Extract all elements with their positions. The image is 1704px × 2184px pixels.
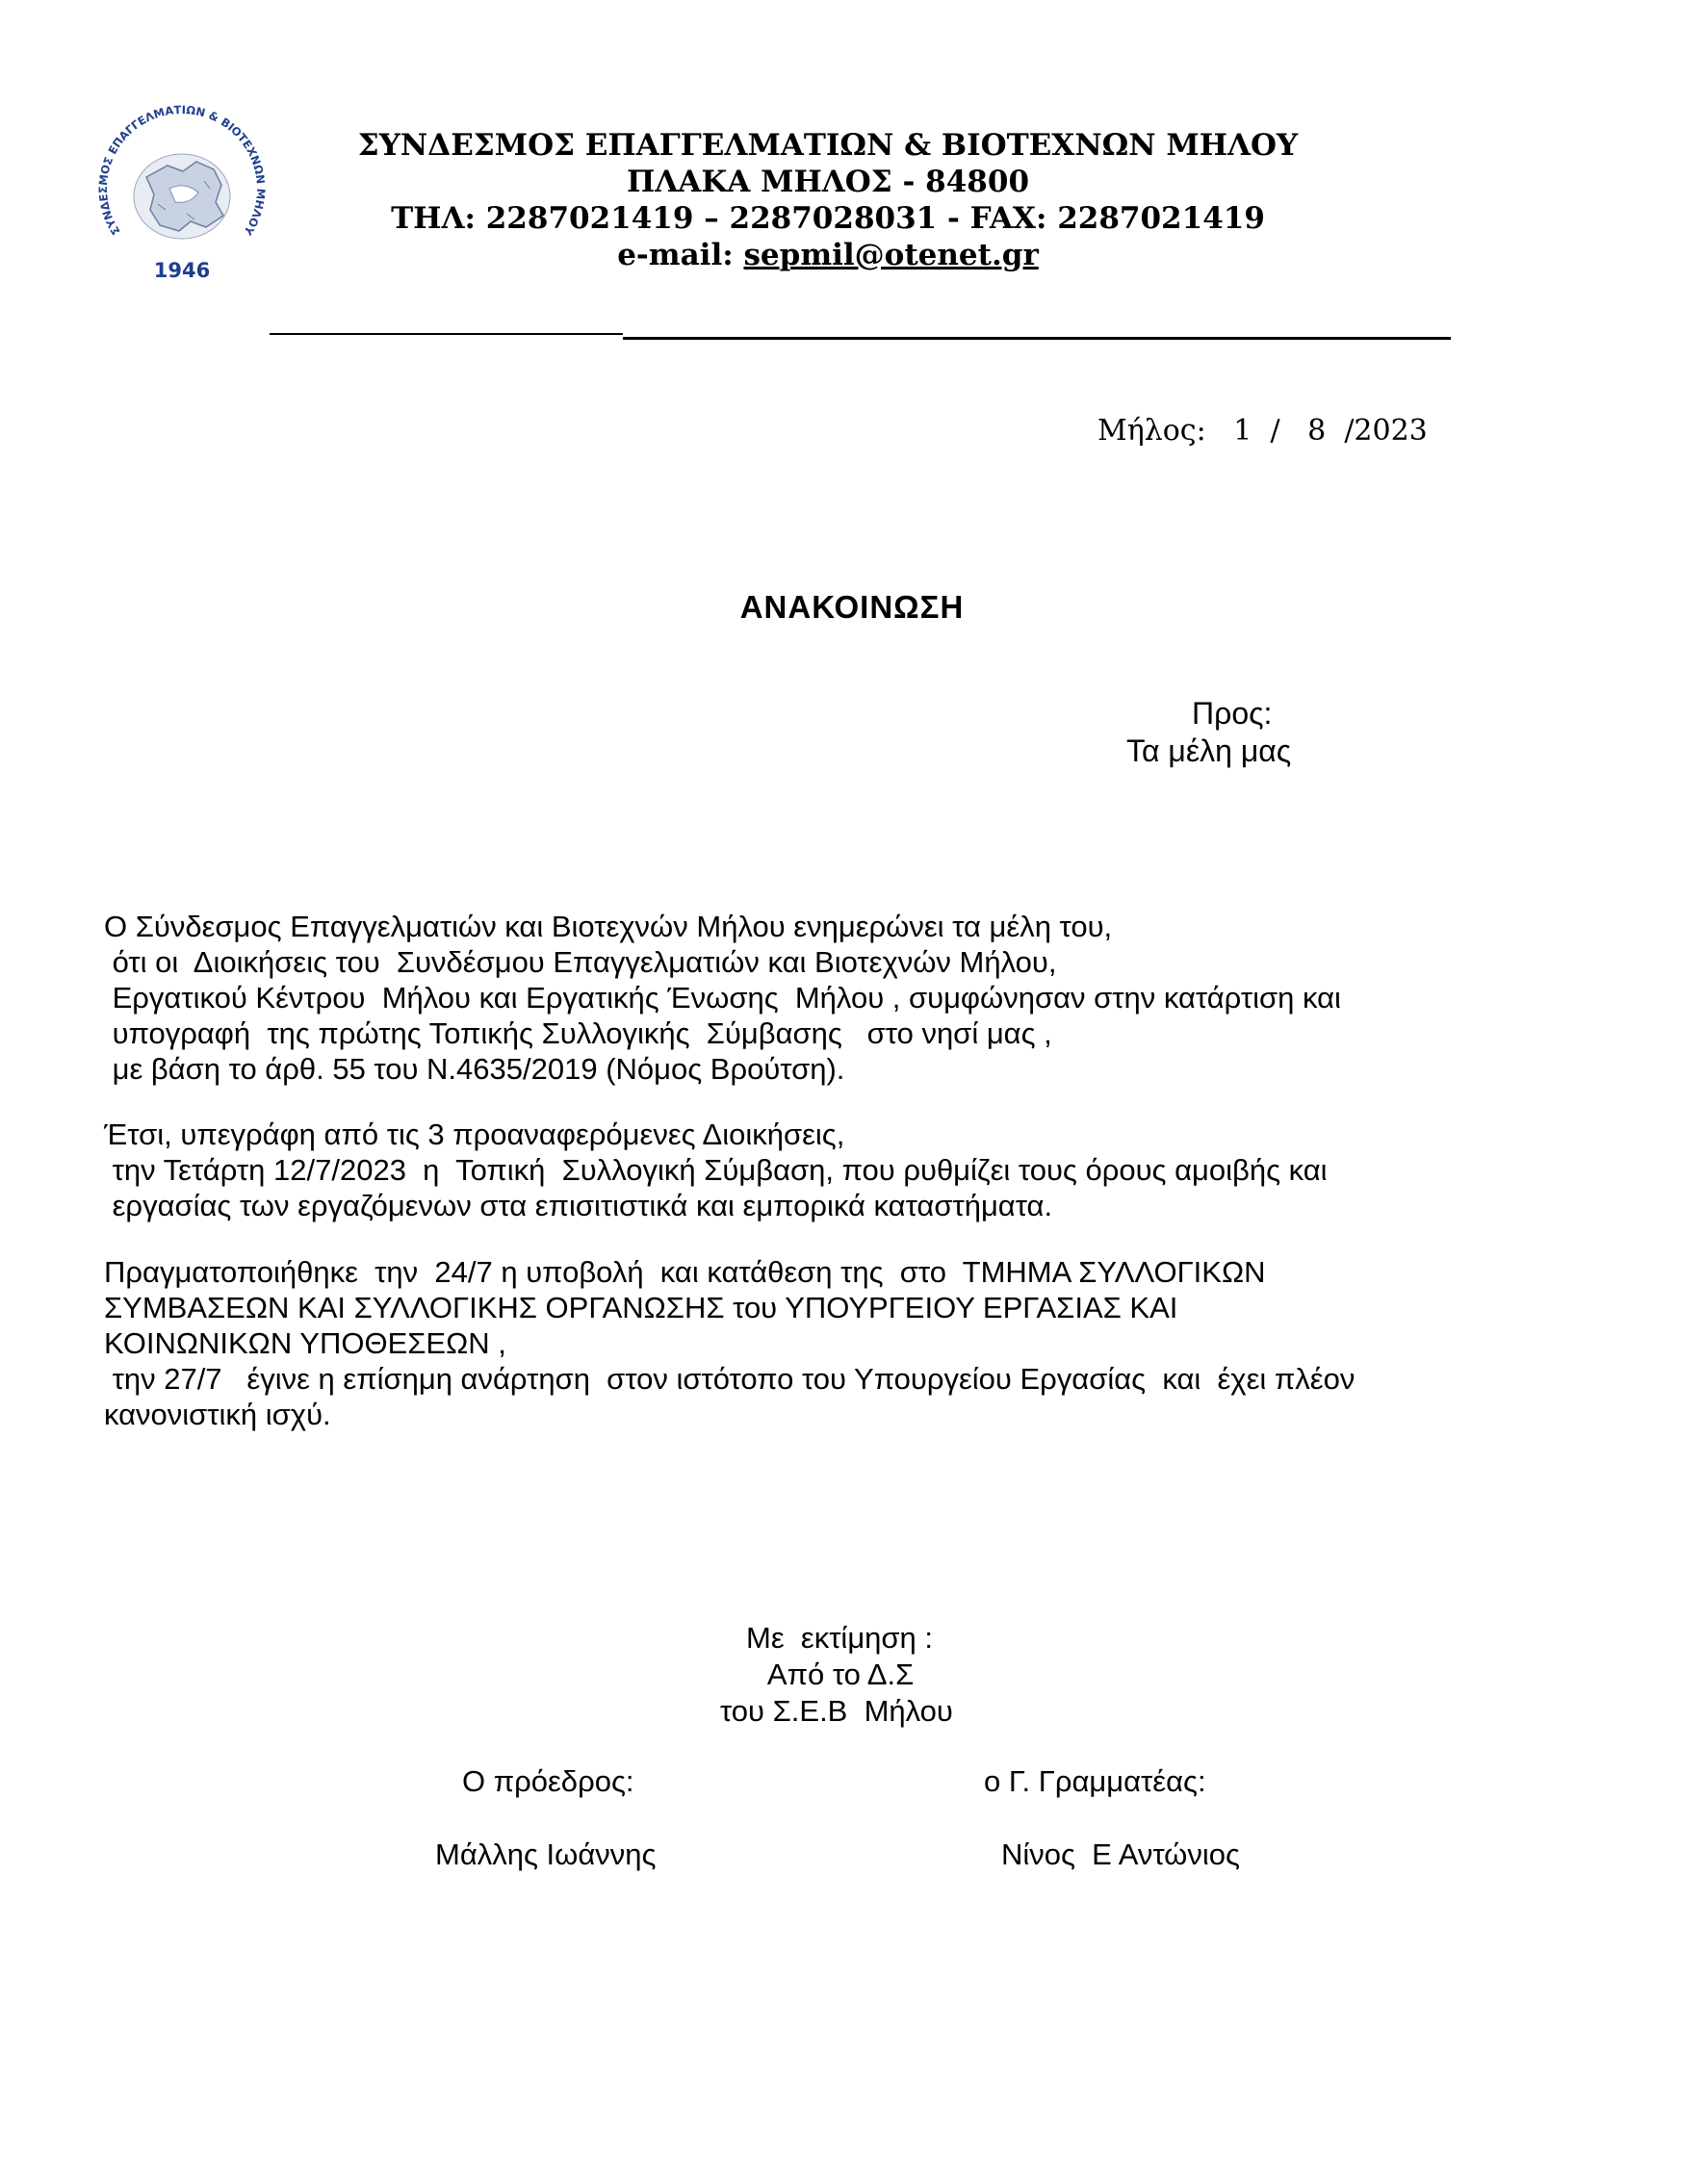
president-name: Μάλλης Ιωάννης <box>435 1837 657 1871</box>
recipient-label: Προς: <box>1192 696 1273 731</box>
document-title: ΑΝΑΚΟΙΝΩΣΗ <box>739 589 965 625</box>
president-role: Ο πρόεδρος: <box>462 1764 634 1798</box>
closing-line-1: Με εκτίμηση : <box>746 1621 934 1655</box>
recipient-value: Τα μέλη μας <box>1126 733 1292 768</box>
document-date: Μήλος: 1 / 8 /2023 <box>1097 414 1428 448</box>
header-rule-left <box>270 333 623 335</box>
closing-line-2: Από το Δ.Σ <box>761 1657 915 1691</box>
org-name: ΣΥΝΔΕΣΜΟΣ ΕΠΑΓΓΕΛΜΑΤΙΩΝ & ΒΙΟΤΕΧΝΩΝ ΜΗΛΟΥ <box>357 128 1299 163</box>
secretary-role: ο Γ. Γραμματέας: <box>984 1764 1206 1798</box>
paragraph-line: Ο Σύνδεσμος Επαγγελματιών και Βιοτεχνών Μήλου ενημερώνει τα μέλη του, <box>104 910 1113 943</box>
org-email-line <box>193 237 1463 273</box>
logo-ring-text: ΣΥΝΔΕΣΜΟΣ ΕΠΑΓΓΕΛΜΑΤΙΩΝ & ΒΙΟΤΕΧΝΩΝ ΜΗΛΟΥ <box>95 102 269 238</box>
logo-year: 1946 <box>153 259 211 282</box>
secretary-name: Νίνος Ε Αντώνιος <box>1001 1837 1240 1871</box>
email-link[interactable]: sepmil@otenet.gr <box>743 238 1039 272</box>
paragraph-line: ΣΥΜΒΑΣΕΩΝ ΚΑΙ ΣΥΛΛΟΓΙΚΗΣ ΟΡΓΑΝΩΣΗΣ του ΥΠΟΥΡΓΕΙΟΥ ΕΡΓΑΣΙΑΣ ΚΑΙ <box>104 1291 1178 1324</box>
org-phones: ΤΗΛ: 2287021419 – 2287028031 - FAX: 2287021419 <box>391 201 1265 236</box>
paragraph-line: με βάση το άρθ. 55 του Ν.4635/2019 (Νόμος Βρούτση). <box>104 1052 845 1086</box>
org-address: ΠΛΑΚΑ ΜΗΛΟΣ - 84800 <box>626 165 1030 199</box>
paragraph-line: υπογραφή της πρώτης Τοπικής Συλλογικής Σύμβασης στο νησί μας , <box>104 1016 1052 1050</box>
closing-line-3: του Σ.Ε.Β Μήλου <box>720 1694 953 1728</box>
email-label: e-mail: <box>617 238 744 272</box>
paragraph-line: την 27/7 έγινε η επίσημη ανάρτηση στον ιστότοπο του Υπουργείου Εργασίας και έχει πλέον <box>104 1362 1355 1396</box>
paragraph-line: Έτσι, υπεγράφη από τις 3 προαναφερόμενες Διοικήσεις, <box>104 1118 845 1151</box>
paragraph-line: την Τετάρτη 12/7/2023 η Τοπική Συλλογική Σύμβαση, που ρυθμίζει τους όρους αμοιβής και <box>104 1153 1328 1187</box>
paragraph-line: κανονιστική ισχύ. <box>104 1398 331 1431</box>
paragraph-1 <box>104 909 1606 1087</box>
paragraph-line: Εργατικού Κέντρου Μήλου και Εργατικής Ένωσης Μήλου , συμφώνησαν στην κατάρτιση και <box>104 981 1341 1015</box>
paragraph-line: ΚΟΙΝΩΝΙΚΩΝ ΥΠΟΘΕΣΕΩΝ , <box>104 1326 506 1360</box>
paragraph-line: ότι οι Διοικήσεις του Συνδέσμου Επαγγελματιών και Βιοτεχνών Μήλου, <box>104 945 1057 979</box>
paragraph-2 <box>104 1117 1606 1223</box>
paragraph-3 <box>104 1254 1606 1432</box>
header-rule-right <box>623 337 1451 340</box>
paragraph-line: Πραγματοποιήθηκε την 24/7 η υποβολή και κατάθεση της στο ΤΜΗΜΑ ΣΥΛΛΟΓΙΚΩΝ <box>104 1255 1266 1289</box>
paragraph-line: εργασίας των εργαζόμενων στα επισιτιστικά και εμπορικά καταστήματα. <box>104 1189 1053 1222</box>
